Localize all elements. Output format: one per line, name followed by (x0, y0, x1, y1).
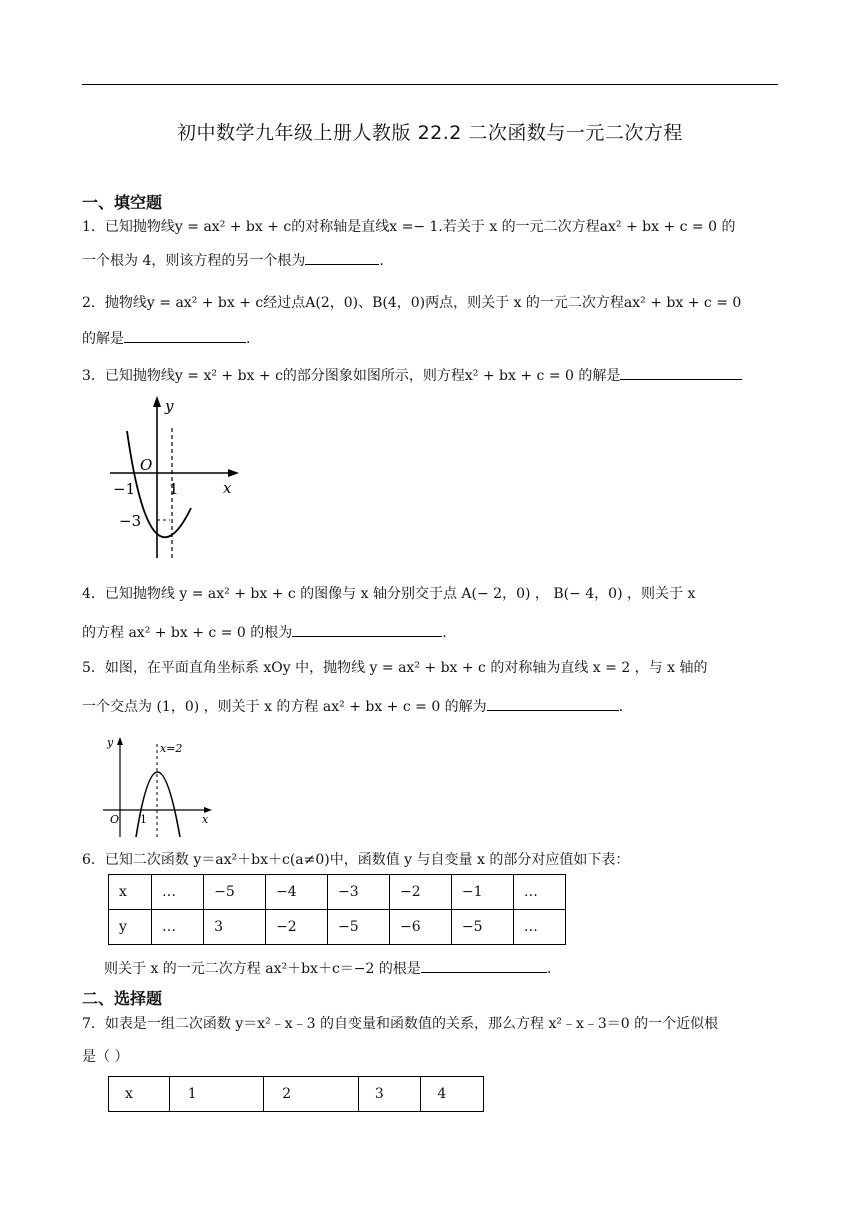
q2-text: 的解是 (82, 331, 124, 347)
q5-line1: 5．如图，在平面直角坐标系 xOy 中，抛物线 y = ax² + bx + c 的对称轴为直线 x = 2 ，与 x 轴的 (82, 660, 708, 676)
section-heading-fill: 一、填空题 (82, 193, 163, 212)
header-rule (82, 84, 778, 85)
q3-fig-1-label: 1 (169, 480, 179, 498)
table-cell: 3 (358, 1077, 421, 1112)
table-cell: −5 (328, 910, 390, 945)
table-cell: … (513, 910, 565, 945)
q3-fig-neg1-label: −1 (113, 480, 136, 498)
q7-line2: 是（ ） (82, 1049, 129, 1065)
q6-value-table (108, 874, 566, 945)
q2-answer-blank[interactable] (124, 328, 246, 343)
table-row (109, 1077, 484, 1112)
q3-fig-neg3-label: −3 (119, 512, 142, 530)
table-cell: −2 (389, 875, 451, 910)
q6-text: 则关于 x 的一元二次方程 ax²＋bx＋c＝−2 的根是 (104, 961, 421, 977)
page-title: 初中数学九年级上册人教版 22.2 二次函数与一元二次方程 (177, 122, 683, 144)
q5-fig-1-label: 1 (140, 813, 147, 826)
q4-line1: 4．已知抛物线 y = ax² + bx + c 的图像与 x 轴分别交于点 A(− 2，0) ， B(− 4，0) ，则关于 x (82, 586, 696, 602)
q3-answer-blank[interactable] (620, 365, 742, 380)
table-cell: … (513, 875, 565, 910)
q4-answer-blank[interactable] (292, 622, 442, 637)
q5-parabola-figure (98, 732, 223, 842)
table-cell: −5 (451, 910, 513, 945)
q5-fig-origin-label: O (110, 813, 120, 826)
table-row (109, 875, 566, 910)
q1-period: . (379, 253, 384, 269)
table-cell: −1 (451, 875, 513, 910)
table-cell: −6 (389, 910, 451, 945)
q6-line1: 6．已知二次函数 y＝ax²＋bx＋c(a≠0)中，函数值 y 与自变量 x 的部分对应值如下表： (82, 852, 630, 868)
q5-line2 (82, 696, 782, 717)
table-cell: x (109, 875, 152, 910)
q5-answer-blank[interactable] (487, 696, 619, 711)
q1-answer-blank[interactable] (305, 250, 379, 265)
q6-period: . (546, 961, 552, 977)
q3-fig-x-label: x (223, 479, 232, 497)
q5-fig-axis-label: x=2 (160, 742, 183, 755)
q5-fig-x-label: x (202, 813, 209, 826)
q3-fig-y-label: y (165, 397, 174, 415)
q4-period: . (442, 625, 447, 641)
q2-line2 (82, 328, 782, 349)
q6-line2 (104, 958, 804, 979)
table-cell: x (109, 1077, 170, 1112)
table-cell: 3 (204, 910, 266, 945)
q5-fig-y-label: y (107, 736, 114, 749)
table-cell: 4 (421, 1077, 484, 1112)
q3-text: 3．已知抛物线y = x² + bx + c的部分图象如图所示，则方程x² + bx + c = 0 的解是 (82, 368, 621, 384)
table-cell: −5 (204, 875, 266, 910)
table-cell: −2 (266, 910, 328, 945)
q5-text: 一个交点为 (1，0) ，则关于 x 的方程 ax² + bx + c = 0 的解为 (82, 699, 487, 715)
q3-fig-origin-label: O (140, 456, 153, 474)
q2-period: . (246, 331, 251, 347)
q1-text: 一个根为 4，则该方程的另一个根为 (82, 253, 306, 269)
q2-line1: 2．抛物线y = ax² + bx + c经过点A(2，0)、B(4，0)两点，则关于 x 的一元二次方程ax² + bx + c = 0 (82, 295, 742, 311)
table-cell: −4 (266, 875, 328, 910)
q6-answer-blank[interactable] (421, 958, 547, 973)
table-cell: 2 (264, 1077, 359, 1112)
table-cell: … (152, 910, 204, 945)
section-heading-choice: 二、选择题 (82, 989, 163, 1008)
q1-line2 (82, 250, 782, 271)
q3-line1 (82, 365, 782, 386)
table-row (109, 910, 566, 945)
table-cell: y (109, 910, 152, 945)
table-cell: −3 (328, 875, 390, 910)
table-cell: 1 (169, 1077, 264, 1112)
q3-parabola-figure (105, 393, 245, 563)
q1-line1: 1．已知抛物线y = ax² + bx + c的对称轴是直线x =− 1.若关于 x 的一元二次方程ax² + bx + c = 0 的 (82, 219, 736, 235)
table-cell: … (152, 875, 204, 910)
q4-text: 的方程 ax² + bx + c = 0 的根为 (82, 625, 293, 641)
q7-line1: 7．如表是一组二次函数 y＝x²﹣x﹣3 的自变量和函数值的关系，那么方程 x²﹣x﹣3＝0 的一个近似根 (82, 1016, 719, 1032)
q4-line2 (82, 622, 782, 643)
q5-period: . (618, 699, 624, 715)
q7-value-table (108, 1076, 484, 1112)
